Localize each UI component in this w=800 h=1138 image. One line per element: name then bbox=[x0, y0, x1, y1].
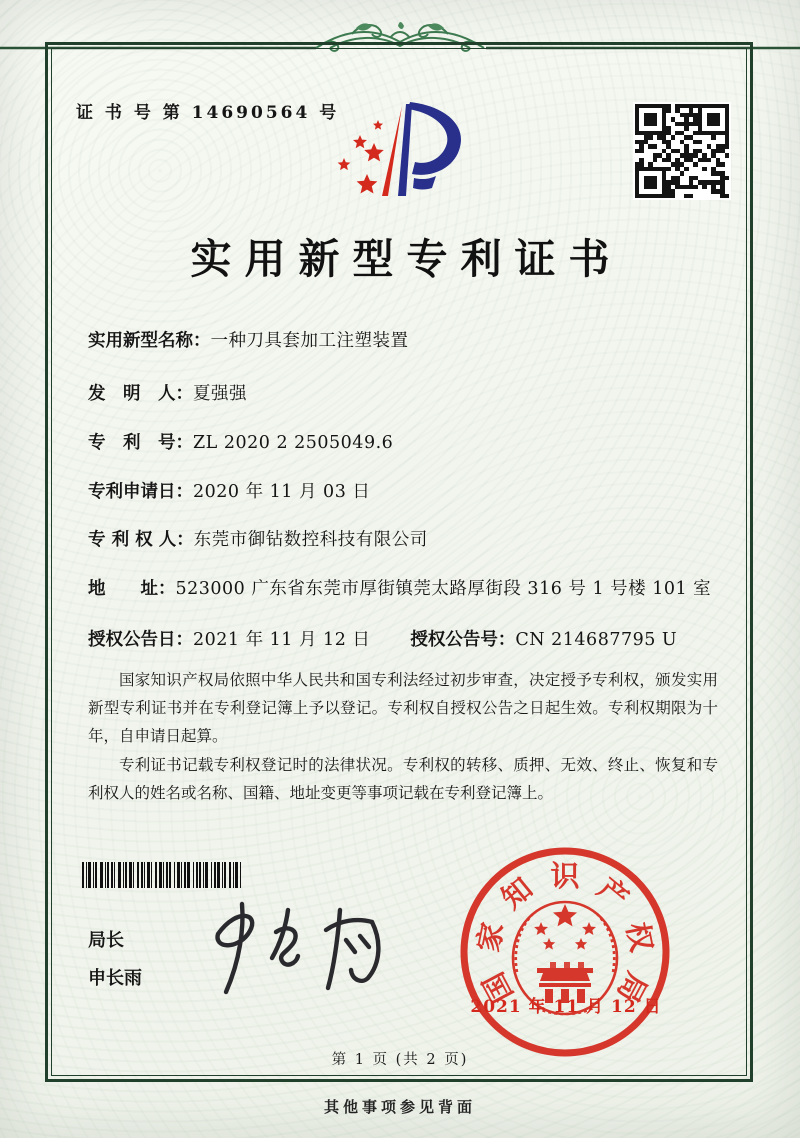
legal-paragraph-2: 专利证书记载专利权登记时的法律状况。专利权的转移、质押、无效、终止、恢复和专利权人的姓名或名称、国籍、地址变更等事项记载在专利登记簿上。 bbox=[88, 755, 718, 802]
director-title: 局长 bbox=[88, 930, 124, 951]
field-patentee bbox=[88, 527, 714, 553]
field-address bbox=[88, 576, 714, 602]
field-label: 发 明 人： bbox=[88, 384, 193, 404]
official-red-seal-icon bbox=[453, 840, 677, 1064]
field-label: 授权公告日： bbox=[88, 630, 193, 650]
field-value: 2021 年 11 月 12 日 bbox=[193, 630, 371, 650]
svg-text:权: 权 bbox=[619, 919, 660, 955]
field-label: 专利申请日： bbox=[88, 482, 193, 502]
field-value: CN 214687795 U bbox=[515, 630, 678, 650]
field-value: 夏强强 bbox=[193, 384, 247, 404]
legal-paragraph-1: 国家知识产权局依照中华人民共和国专利法经过初步审查，决定授予专利权，颁发实用新型专利证书并在专利登记簿上予以登记。专利权自授权公告之日起生效。专利权期限为十年，自申请日起算。 bbox=[88, 671, 718, 746]
field-value: 523000 广东省东莞市厚街镇莞太路厚街段 316 号 1 号楼 101 室 bbox=[175, 579, 712, 599]
director-block bbox=[88, 926, 142, 990]
certificate-title: 实用新型专利证书 bbox=[190, 235, 623, 283]
field-value: 东莞市御钻数控科技有限公司 bbox=[193, 530, 428, 550]
field-value: ZL 2020 2 2505049.6 bbox=[193, 433, 394, 453]
field-filing-date bbox=[88, 479, 714, 505]
svg-text:国: 国 bbox=[476, 966, 520, 1009]
field-grant-row bbox=[88, 627, 714, 653]
svg-text:局: 局 bbox=[610, 966, 654, 1009]
cnipa-logo-icon bbox=[322, 94, 478, 208]
certificate-number: 证 书 号 第 14690564 号 bbox=[76, 103, 340, 123]
seal-date: 2021 年 11 月 12 日 bbox=[470, 997, 662, 1017]
field-value: 2020 年 11 月 03 日 bbox=[193, 482, 371, 502]
field-utility-model-name bbox=[88, 328, 714, 354]
page-number: 第 1 页 (共 2 页) bbox=[331, 1052, 469, 1068]
field-label: 授权公告号： bbox=[410, 630, 516, 650]
field-label: 专 利 号： bbox=[88, 433, 193, 453]
barcode-icon bbox=[82, 862, 390, 888]
field-value: 一种刀具套加工注塑装置 bbox=[210, 331, 409, 351]
svg-text:知: 知 bbox=[494, 870, 539, 916]
svg-text:家: 家 bbox=[470, 919, 511, 955]
field-label: 专 利 权 人： bbox=[88, 530, 194, 550]
director-name: 申长雨 bbox=[88, 968, 142, 989]
field-label: 实用新型名称： bbox=[88, 331, 211, 351]
field-grant-number bbox=[410, 627, 677, 653]
svg-text:识: 识 bbox=[550, 859, 580, 893]
field-inventor bbox=[88, 381, 714, 407]
field-patent-number bbox=[88, 430, 714, 456]
back-side-note: 其他事项参见背面 bbox=[323, 1098, 476, 1116]
signature-handwriting-icon bbox=[188, 898, 408, 1002]
svg-text:产: 产 bbox=[591, 870, 636, 916]
field-label: 地 址： bbox=[88, 579, 176, 599]
qr-code-icon bbox=[633, 102, 731, 200]
legal-text-block bbox=[88, 666, 718, 807]
